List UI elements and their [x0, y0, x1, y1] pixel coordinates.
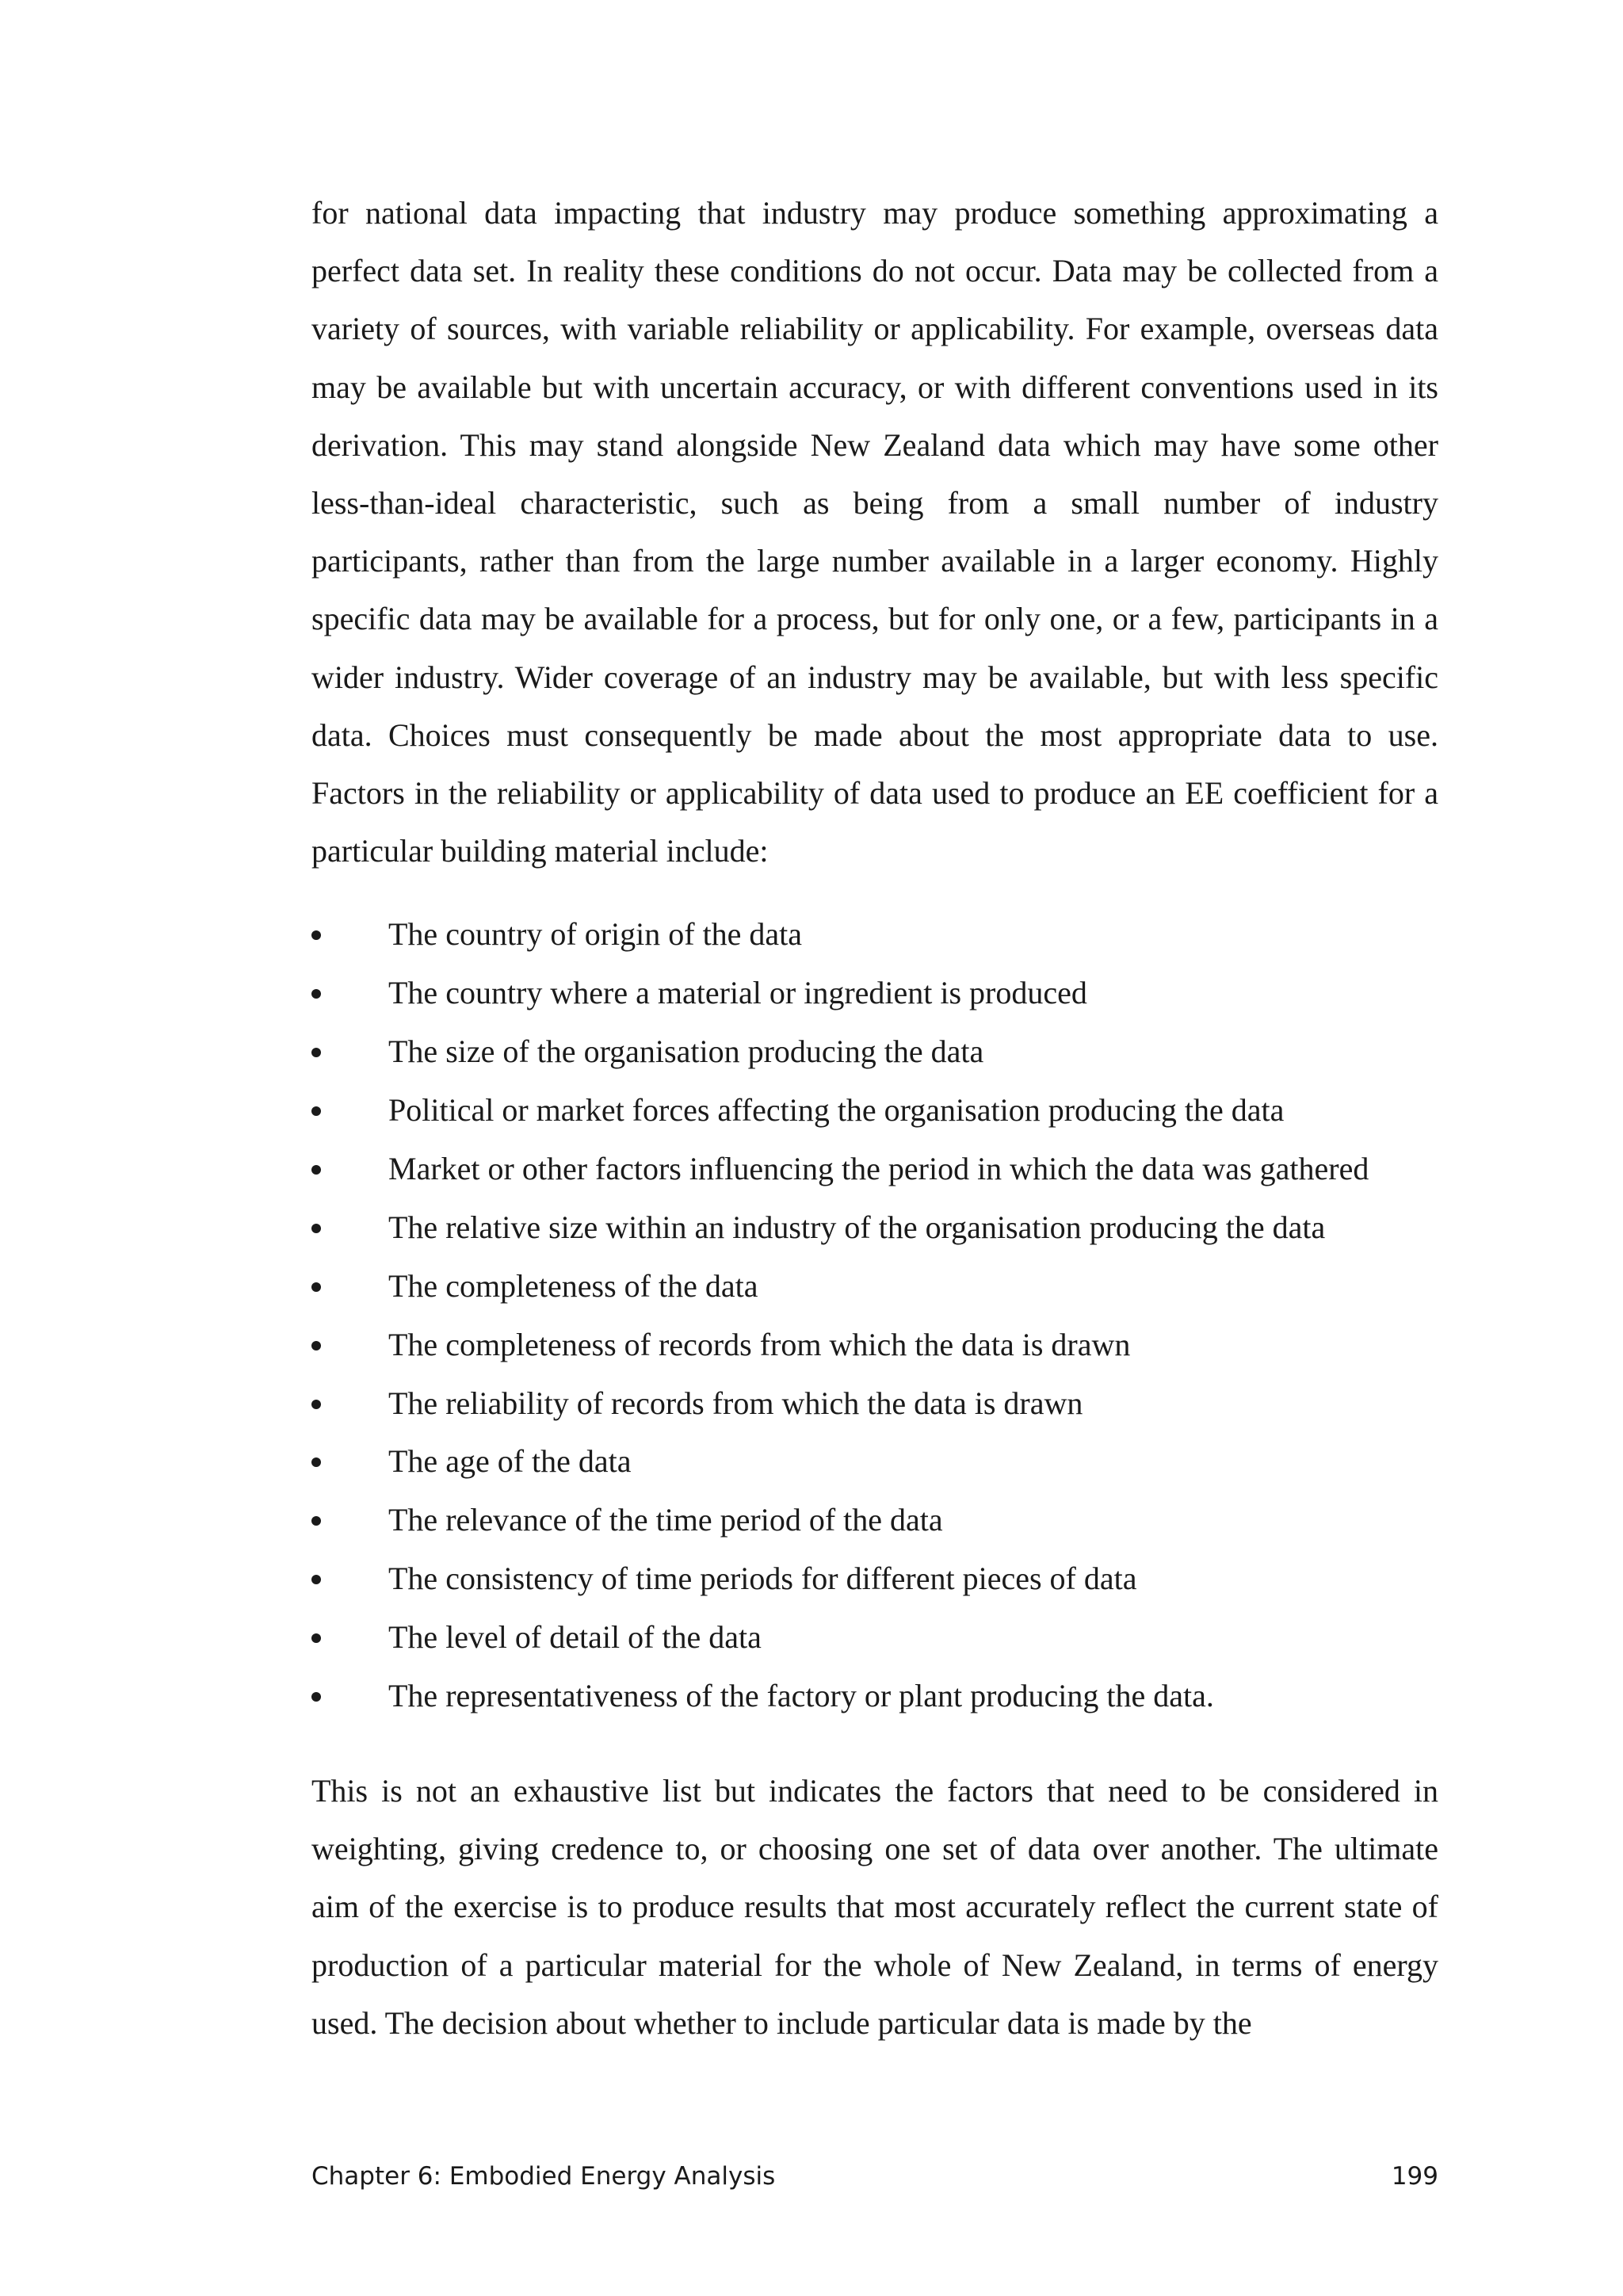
- bullet-icon: [311, 1516, 321, 1526]
- bullet-icon: [311, 1048, 321, 1057]
- list-item: [311, 1374, 1438, 1433]
- list-item-text: Political or market forces affecting the organisation producing the data: [388, 1092, 1285, 1129]
- list-item-text: The country of origin of the data: [388, 916, 803, 953]
- page-number: 199: [1391, 2162, 1438, 2191]
- list-item-text: The country where a material or ingredient is produced: [388, 975, 1087, 1011]
- list-item: [311, 1316, 1438, 1374]
- list-item: [311, 1608, 1438, 1667]
- list-item: [311, 1022, 1438, 1081]
- page-body: [311, 184, 1438, 2052]
- list-item: [311, 1140, 1438, 1198]
- bullet-icon: [311, 1165, 321, 1175]
- bullet-icon: [311, 1457, 321, 1467]
- list-item-text: The completeness of the data: [388, 1267, 758, 1304]
- bullet-icon: [311, 1106, 321, 1116]
- list-item: [311, 1432, 1438, 1491]
- list-item-text: The relevance of the time period of the data: [388, 1502, 943, 1538]
- list-item: [311, 964, 1438, 1022]
- list-item: [311, 1081, 1438, 1140]
- bullet-icon: [311, 1341, 321, 1350]
- list-item-text: Market or other factors influencing the period in which the data was gathered: [388, 1151, 1369, 1186]
- list-item: [311, 1491, 1438, 1549]
- list-item-text: The size of the organisation producing the data: [388, 1033, 984, 1070]
- bullet-icon: [311, 1282, 321, 1292]
- list-item-text: The consistency of time periods for different pieces of data: [388, 1561, 1137, 1597]
- list-item: [311, 1257, 1438, 1316]
- list-item: [311, 1198, 1438, 1257]
- list-item: [311, 1667, 1438, 1725]
- list-item-text: The completeness of records from which the data is drawn: [388, 1326, 1131, 1362]
- body-paragraph-1: for national data impacting that industry may produce something approximating a perfect data set. In reality these conditions do not occur. Data may be collected from a variety of sources, with variable reliability or applicability. For example, overseas data may be available but with uncertain accuracy, or with different conventions used in its derivation. This may stand alongside New Zealand data which may have some other less-than-ideal characteristic, such as being from a small number of industry participants, rather than from the large number available in a larger economy. Highly specific data may be available for a process, but for only one, or a few, participants in a wider industry. Wider coverage of an industry may be available, but with less specific data. Choices must consequently be made about the most appropriate data to use. Factors in the reliability or applicability of data used to produce an EE coefficient for a particular building material include:: [311, 195, 1438, 869]
- list-item: [311, 905, 1438, 964]
- list-item: [311, 1549, 1438, 1608]
- list-item-text: The relative size within an industry of the organisation producing the data: [388, 1209, 1326, 1245]
- list-item-text: The representativeness of the factory or plant producing the data.: [388, 1678, 1214, 1714]
- list-item-text: The level of detail of the data: [388, 1619, 762, 1656]
- bullet-icon: [311, 930, 321, 940]
- body-paragraph-2: This is not an exhaustive list but indicates the factors that need to be considered in weighting, giving credence to, or choosing one set of data over another. The ultimate aim of the exercise is to produce results that most accurately reflect the current state of production of a particular material for the whole of New Zealand, in terms of energy used. The decision about whether to include particular data is made by the: [311, 1772, 1438, 2041]
- bullet-icon: [311, 1692, 321, 1702]
- list-item-text: The age of the data: [388, 1443, 632, 1480]
- list-item-text: The reliability of records from which the data is drawn: [388, 1385, 1083, 1421]
- bullet-icon: [311, 1633, 321, 1643]
- bullet-icon: [311, 1575, 321, 1584]
- chapter-title: Chapter 6: Embodied Energy Analysis: [311, 2162, 776, 2191]
- bullet-icon: [311, 1400, 321, 1409]
- factors-list: [311, 905, 1438, 1725]
- bullet-icon: [311, 1224, 321, 1233]
- bullet-icon: [311, 989, 321, 999]
- page-footer: [311, 2162, 1438, 2202]
